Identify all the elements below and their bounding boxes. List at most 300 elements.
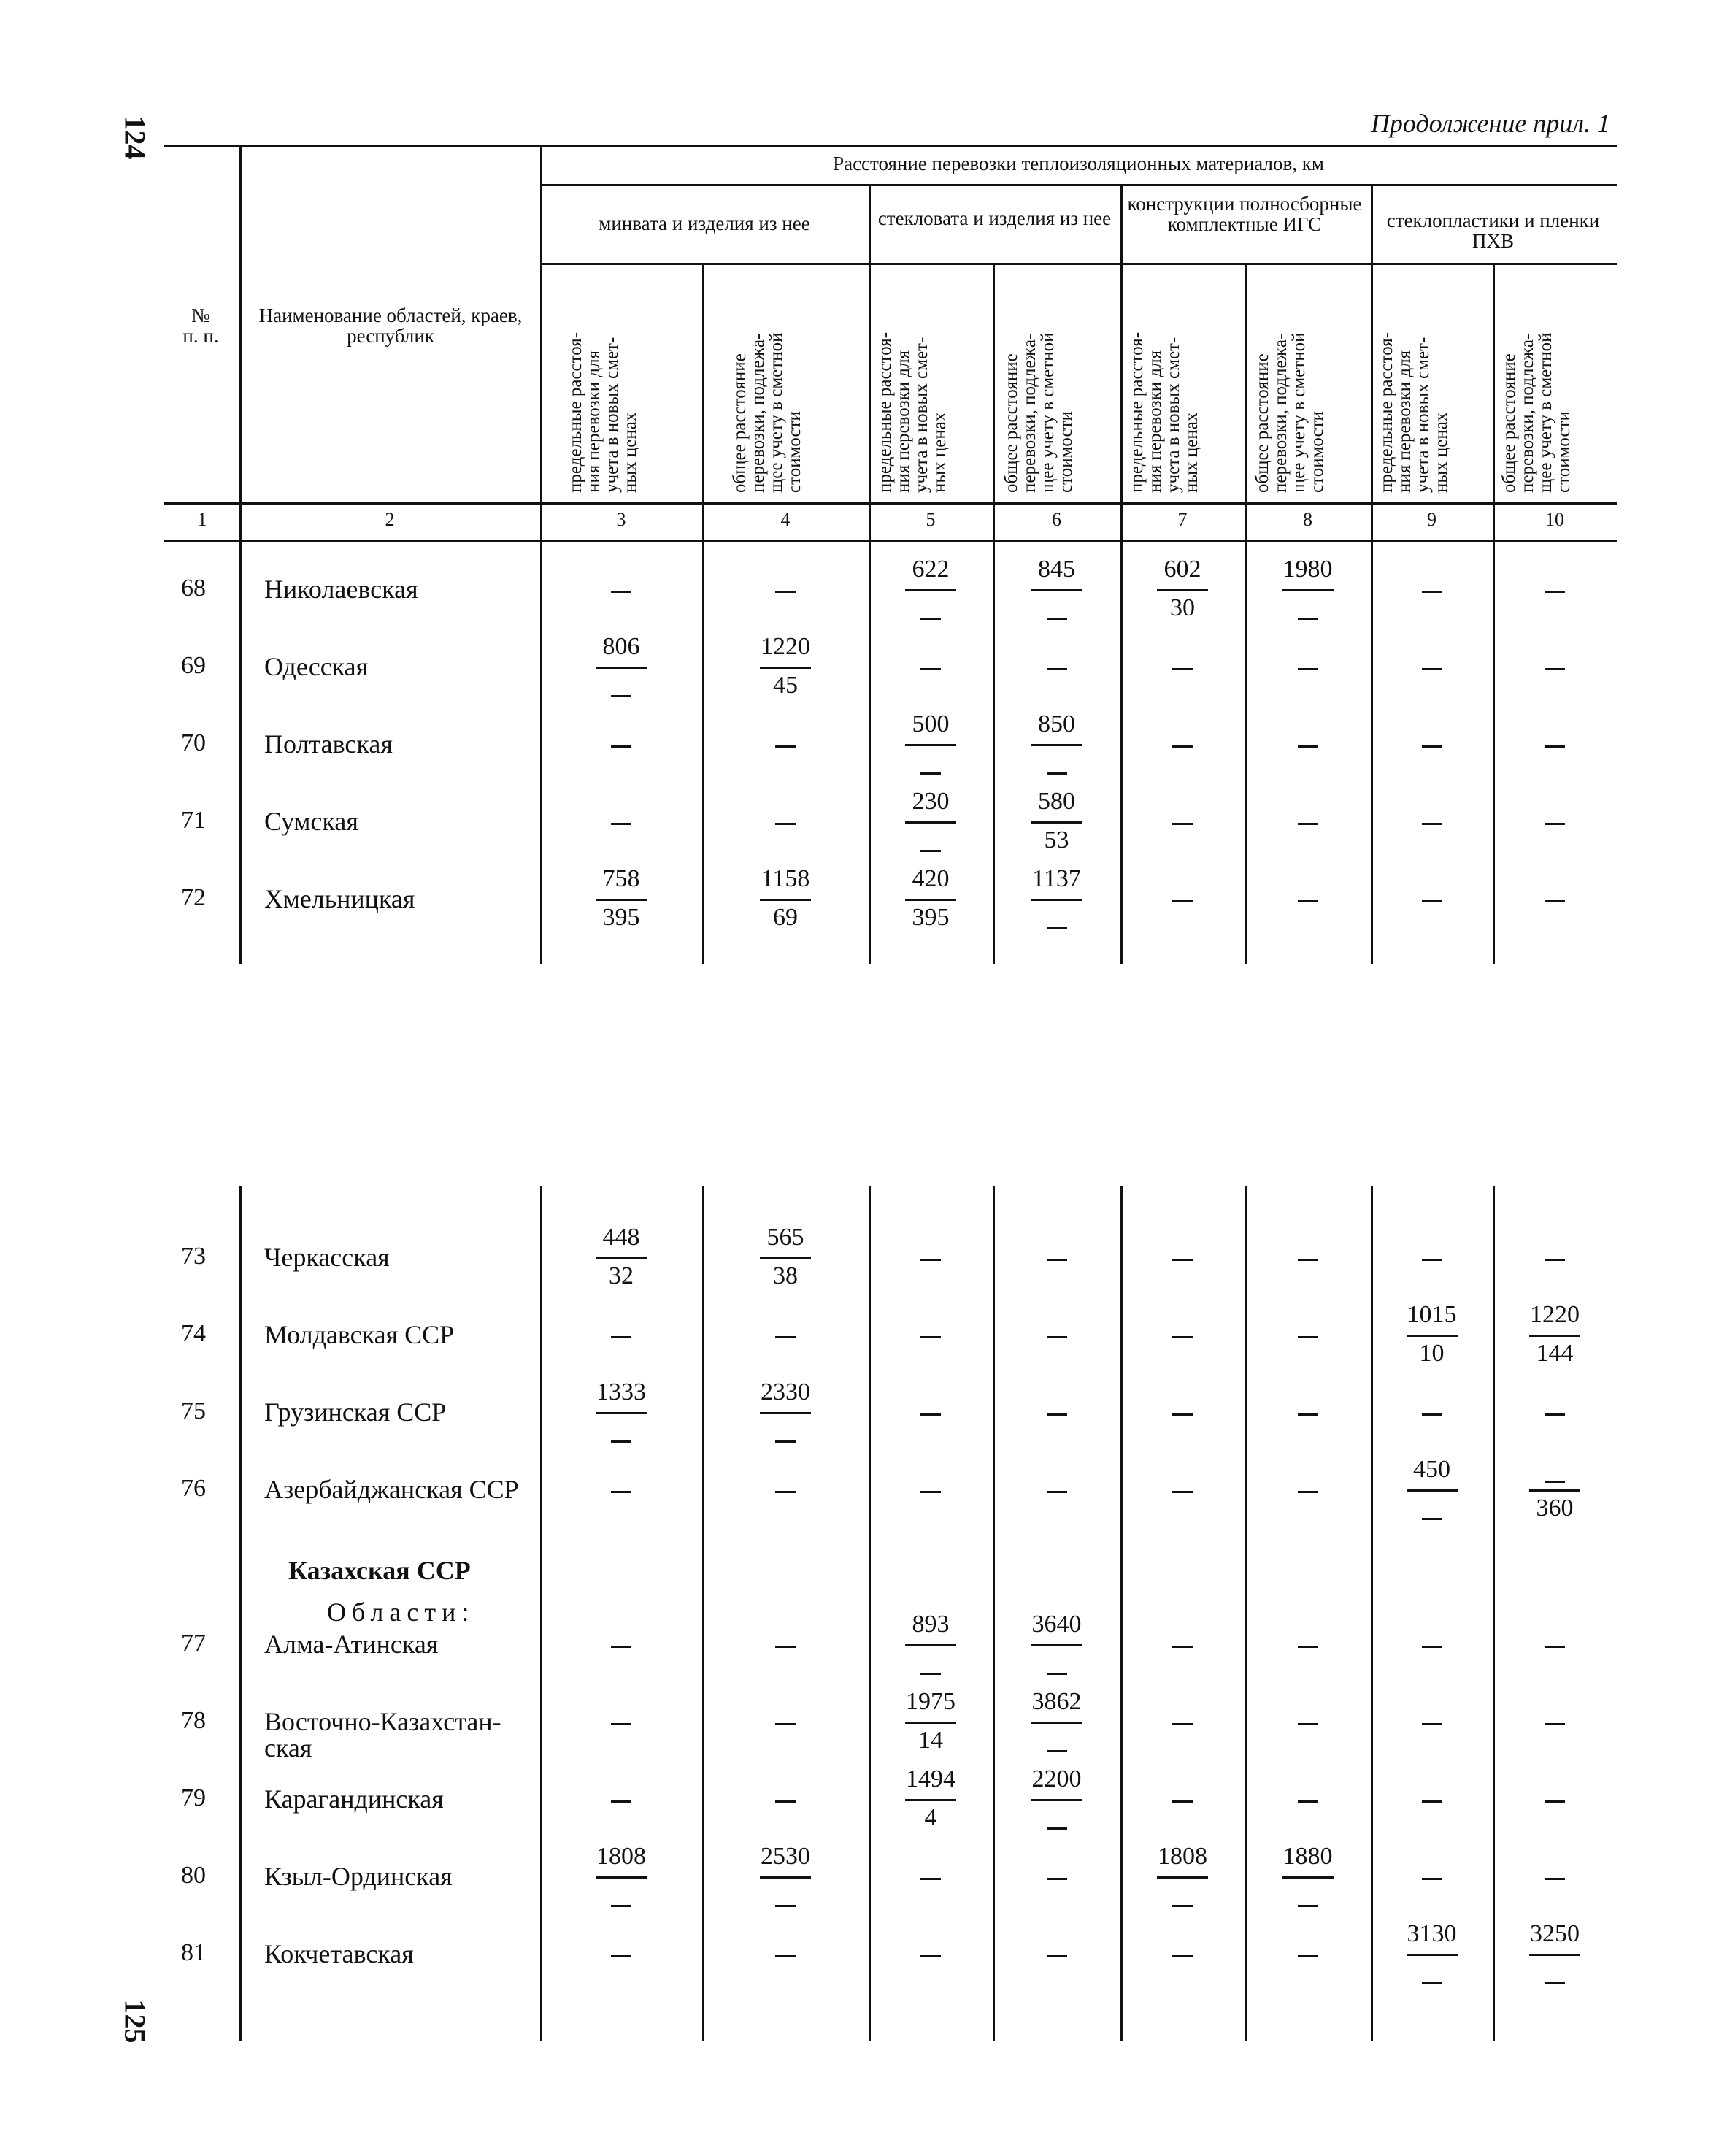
fraction-bar: [760, 1876, 811, 1879]
bottom-row-number: 77: [181, 1630, 206, 1657]
top-empty-dash: [611, 591, 631, 593]
fraction-numerator: 1137: [1032, 865, 1081, 892]
fraction-bar: [760, 667, 811, 669]
fraction-bar: [1031, 589, 1082, 591]
top-empty-dash: [1172, 900, 1193, 902]
header-col-no: № п. п.: [182, 304, 219, 348]
top-empty-dash: [1545, 745, 1565, 748]
fraction-numerator: 1015: [1407, 1301, 1457, 1328]
bottom-empty-dash: [611, 1955, 631, 1957]
top-empty-dash: [1422, 823, 1442, 825]
fraction-numerator: 1880: [1282, 1843, 1333, 1870]
header-subcolumn-10: общее расстояние перевозки, подлежа- щее учету в сметной стоимости: [1499, 332, 1574, 493]
fraction-numerator: 1220: [1530, 1301, 1580, 1328]
lower-col-divider-data-6: [1120, 1186, 1123, 2041]
bottom-row-number: 79: [181, 1784, 206, 1811]
bottom-empty-dash: [775, 1646, 796, 1648]
bottom-empty-dash: [1422, 1259, 1442, 1261]
lower-col-divider-2: [540, 1186, 542, 2041]
fraction-bar: [1031, 1722, 1082, 1724]
top-row-number: 70: [181, 729, 206, 756]
fraction-bar: [1529, 1489, 1580, 1492]
bottom-empty-dash: [920, 1413, 941, 1416]
continuation-note: Продолжение прил. 1: [1370, 109, 1610, 138]
header-subcolumn-9: предельные расстоя- ния перевозки для учета в новых смет- ных ценах: [1376, 331, 1451, 493]
bottom-value-fraction: [1500, 1457, 1609, 1524]
top-empty-dash: [1298, 745, 1318, 748]
top-row-number: 68: [181, 575, 206, 602]
bottom-empty-dash: [1422, 1413, 1442, 1416]
bottom-empty-dash: [775, 1800, 796, 1803]
fraction-numerator: 845: [1038, 556, 1075, 583]
bottom-row-number: 73: [181, 1243, 206, 1270]
fraction-denominator: 69: [773, 904, 798, 931]
fraction-denominator: 14: [918, 1727, 943, 1754]
top-value-fraction: [876, 712, 985, 778]
bottom-region-name: Алма-Атинская: [264, 1630, 439, 1659]
top-empty-dash: [1422, 900, 1442, 902]
bottom-row-number: 81: [181, 1939, 206, 1966]
header-subcolumn-5: предельные расстоя- ния перевозки для учета в новых смет- ных ценах: [875, 331, 950, 493]
top-region-name: Сумская: [264, 807, 358, 836]
fraction-denominator: [1253, 1883, 1363, 1911]
fraction-denominator: 32: [609, 1262, 634, 1289]
bottom-empty-dash: [1172, 1723, 1193, 1725]
bottom-region-name: Черкасская: [264, 1243, 390, 1272]
top-value-fraction: [1002, 557, 1112, 624]
fraction-bar: [1407, 1335, 1458, 1337]
denominator-dash: [611, 695, 631, 697]
bottom-row-number: 80: [181, 1862, 206, 1889]
bottom-region-name: Кзыл-Ординская: [264, 1862, 453, 1891]
bottom-value-fraction: [876, 1612, 985, 1679]
denominator-dash: [1298, 1905, 1318, 1907]
fraction-denominator: [1253, 596, 1363, 624]
bottom-value-fraction: [876, 1767, 985, 1833]
bottom-value-fraction: [876, 1689, 985, 1756]
denominator-dash: [920, 618, 941, 620]
fraction-numerator: 806: [602, 633, 640, 660]
bottom-row-number: 75: [181, 1397, 206, 1424]
fraction-numerator: 2200: [1031, 1765, 1082, 1792]
fraction-bar: [905, 899, 956, 901]
fraction-numerator: 850: [1038, 710, 1075, 737]
top-value-fraction: [1253, 557, 1363, 624]
fraction-numerator: 580: [1038, 788, 1075, 815]
fraction-denominator: [1002, 1651, 1112, 1679]
fraction-bar: [905, 1644, 956, 1646]
lower-col-divider-data-5: [993, 1186, 995, 2041]
bottom-empty-dash: [775, 1955, 796, 1957]
bottom-empty-dash: [1047, 1336, 1067, 1338]
bottom-row-number: 76: [181, 1475, 206, 1502]
fraction-bar: [1407, 1489, 1458, 1492]
fraction-bar: [596, 1412, 647, 1414]
column-number-2: 2: [385, 509, 395, 530]
col-divider-data-9: [1493, 263, 1495, 964]
fraction-denominator: 395: [912, 904, 950, 931]
denominator-dash: [1422, 1982, 1442, 1984]
fraction-numerator: 622: [912, 556, 950, 583]
denominator-dash: [920, 850, 941, 852]
header-subcolumn-8: общее расстояние перевозки, подлежа- щее учету в сметной стоимости: [1252, 332, 1327, 493]
bottom-empty-dash: [1545, 1413, 1565, 1416]
fraction-bar: [905, 821, 956, 824]
bottom-empty-dash: [920, 1336, 941, 1338]
denominator-dash: [1047, 1673, 1067, 1675]
header-group-steklovata: стекловата и изделия из нее: [877, 207, 1112, 229]
bottom-empty-dash: [611, 1491, 631, 1493]
column-number-6: 6: [1052, 509, 1061, 530]
column-number-8: 8: [1303, 509, 1312, 530]
denominator-dash: [1422, 1518, 1442, 1520]
col-divider-data-3: [702, 263, 704, 964]
fraction-bar: [596, 1876, 647, 1879]
header-col-name: Наименование областей, краев, республик: [258, 304, 523, 348]
column-number-7: 7: [1177, 509, 1188, 530]
fraction-denominator: [1002, 751, 1112, 778]
fraction-denominator: 360: [1536, 1495, 1574, 1522]
denominator-dash: [611, 1905, 631, 1907]
fraction-numerator: 758: [602, 865, 640, 892]
fraction-bar: [1031, 744, 1082, 746]
bottom-value-fraction: [1500, 1922, 1609, 1988]
top-value-fraction: [876, 557, 985, 624]
fraction-denominator: 10: [1419, 1340, 1445, 1367]
bottom-value-fraction: [566, 1225, 676, 1292]
denominator-dash: [1047, 772, 1067, 775]
fraction-denominator: 45: [773, 672, 798, 699]
bottom-empty-dash: [1422, 1800, 1442, 1803]
fraction-numerator: 500: [912, 710, 950, 737]
fraction-numerator: 3250: [1530, 1920, 1580, 1947]
denominator-dash: [1298, 618, 1318, 620]
top-value-fraction: [566, 867, 676, 933]
page-number-bottom: 125: [118, 1999, 152, 2044]
top-empty-dash: [1298, 823, 1318, 825]
bottom-value-fraction: [1377, 1922, 1487, 1988]
fraction-bar: [1282, 589, 1334, 591]
fraction-denominator: [731, 1883, 840, 1911]
bottom-empty-dash: [1545, 1259, 1565, 1261]
column-number-1: 1: [197, 509, 207, 530]
top-region-name: Полтавская: [264, 729, 393, 759]
top-empty-dash: [611, 823, 631, 825]
fraction-denominator: [1377, 1496, 1487, 1524]
header-top-rule: [164, 145, 1617, 147]
top-value-fraction: [731, 634, 840, 701]
col-divider-2: [540, 145, 542, 964]
fraction-denominator: [1002, 596, 1112, 624]
fraction-numerator: 602: [1163, 556, 1201, 583]
fraction-denominator: 38: [773, 1262, 798, 1289]
bottom-empty-dash: [1422, 1723, 1442, 1725]
fraction-numerator: 1333: [596, 1378, 646, 1405]
fraction-numerator: 3130: [1407, 1920, 1457, 1947]
section-subtitle: Области:: [327, 1597, 475, 1627]
fraction-bar: [1031, 821, 1082, 824]
fraction-bar: [1031, 899, 1082, 901]
header-title-rule: [540, 184, 1617, 186]
fraction-denominator: 30: [1170, 594, 1195, 621]
fraction-denominator: [876, 751, 985, 778]
bottom-empty-dash: [920, 1878, 941, 1880]
bottom-value-fraction: [731, 1380, 840, 1446]
top-empty-dash: [920, 668, 941, 670]
bottom-empty-dash: [1172, 1955, 1193, 1957]
bottom-empty-dash: [1298, 1491, 1318, 1493]
header-sub-rule: [164, 502, 1617, 505]
denominator-dash: [920, 772, 941, 775]
bottom-region-name: Молдавская ССР: [264, 1320, 455, 1349]
fraction-bar: [1031, 1799, 1082, 1801]
header-bottom-rule: [164, 540, 1617, 542]
fraction-denominator: [1002, 905, 1112, 933]
fraction-denominator: [566, 1419, 676, 1446]
bottom-row-number: 78: [181, 1707, 206, 1734]
fraction-numerator: 420: [912, 865, 950, 892]
column-number-10: 10: [1545, 509, 1564, 530]
bottom-empty-dash: [1545, 1646, 1565, 1648]
top-empty-dash: [1422, 591, 1442, 593]
bottom-value-fraction: [731, 1225, 840, 1292]
bottom-empty-dash: [1545, 1800, 1565, 1803]
bottom-empty-dash: [1298, 1413, 1318, 1416]
bottom-empty-dash: [1172, 1336, 1193, 1338]
bottom-empty-dash: [1298, 1646, 1318, 1648]
fraction-denominator: [566, 673, 676, 701]
bottom-empty-dash: [611, 1336, 631, 1338]
top-region-name: Николаевская: [264, 575, 418, 604]
fraction-numerator: 1220: [761, 633, 810, 660]
bottom-region-name: Карагандинская: [264, 1784, 444, 1814]
bottom-value-fraction: [1377, 1303, 1487, 1369]
fraction-bar: [1031, 1644, 1082, 1646]
bottom-region-name: Восточно-Казахстан-ская: [264, 1707, 501, 1762]
top-value-fraction: [1002, 789, 1112, 856]
top-region-name: Одесская: [264, 652, 369, 681]
bottom-value-fraction: [1002, 1612, 1112, 1679]
header-group-igs: конструкции полносборные комплектные ИГС: [1127, 193, 1362, 236]
fraction-numerator: [1500, 1457, 1609, 1485]
bottom-empty-dash: [775, 1491, 796, 1493]
lower-col-divider-data-9: [1493, 1186, 1495, 2041]
page-number-top: 124: [118, 115, 152, 160]
fraction-numerator: 1975: [906, 1688, 955, 1715]
fraction-numerator: 3862: [1031, 1688, 1082, 1715]
fraction-numerator: 450: [1413, 1456, 1450, 1483]
fraction-denominator: 395: [602, 904, 640, 931]
fraction-denominator: 4: [924, 1804, 937, 1831]
bottom-empty-dash: [1298, 1955, 1318, 1957]
denominator-dash: [1545, 1982, 1565, 1984]
header-subcolumn-4: общее расстояние перевозки, подлежа- щее учету в сметной стоимости: [730, 332, 804, 493]
top-empty-dash: [775, 823, 796, 825]
fraction-bar: [760, 899, 811, 901]
bottom-empty-dash: [775, 1336, 796, 1338]
fraction-bar: [905, 744, 956, 746]
bottom-value-fraction: [1002, 1689, 1112, 1756]
lower-col-divider-data-7: [1245, 1186, 1247, 2041]
bottom-row-number: 74: [181, 1320, 206, 1347]
fraction-denominator: [1500, 1960, 1609, 1988]
top-empty-dash: [1172, 823, 1193, 825]
top-row-number: 71: [181, 807, 206, 834]
bottom-empty-dash: [1298, 1259, 1318, 1261]
fraction-bar: [905, 1799, 956, 1801]
column-number-9: 9: [1427, 509, 1436, 530]
bottom-empty-dash: [1422, 1646, 1442, 1648]
col-divider-data-5: [993, 263, 995, 964]
bottom-empty-dash: [1172, 1259, 1193, 1261]
fraction-bar: [596, 899, 647, 901]
denominator-dash: [611, 1440, 631, 1443]
top-empty-dash: [1545, 668, 1565, 670]
fraction-bar: [1529, 1335, 1580, 1337]
fraction-denominator: 53: [1044, 826, 1069, 853]
lower-col-divider-data-4: [869, 1186, 871, 2041]
fraction-numerator: 1808: [1158, 1843, 1207, 1870]
bottom-value-fraction: [731, 1844, 840, 1911]
fraction-denominator: [566, 1883, 676, 1911]
fraction-denominator: [1377, 1960, 1487, 1988]
bottom-region-name: Кокчетавская: [264, 1939, 414, 1968]
bottom-empty-dash: [920, 1259, 941, 1261]
fraction-bar: [760, 1412, 811, 1414]
column-number-4: 4: [780, 509, 791, 530]
bottom-value-fraction: [1377, 1457, 1487, 1524]
top-value-fraction: [731, 867, 840, 933]
col-divider-data-6: [1120, 184, 1123, 964]
bottom-empty-dash: [1047, 1259, 1067, 1261]
bottom-empty-dash: [1545, 1878, 1565, 1880]
fraction-denominator: [876, 828, 985, 856]
fraction-denominator: [876, 1651, 985, 1679]
header-subcolumn-3: предельные расстоя- ния перевозки для учета в новых смет- ных ценах: [566, 331, 640, 493]
fraction-numerator: 1980: [1282, 556, 1333, 583]
top-value-fraction: [876, 789, 985, 856]
column-number-5: 5: [926, 509, 936, 530]
top-empty-dash: [775, 745, 796, 748]
top-value-fraction: [566, 634, 676, 701]
top-empty-dash: [1545, 591, 1565, 593]
top-empty-dash: [1172, 745, 1193, 748]
header-main-title: Расстояние перевозки теплоизоляционных материалов, км: [833, 153, 1324, 174]
denominator-dash: [920, 1673, 941, 1675]
numerator-dash: [1545, 1481, 1565, 1483]
fraction-bar: [1407, 1954, 1458, 1956]
fraction-numerator: 1808: [596, 1843, 646, 1870]
bottom-empty-dash: [611, 1646, 631, 1648]
lower-col-divider-data-3: [702, 1186, 704, 2041]
denominator-dash: [1047, 1827, 1067, 1830]
header-subcolumn-7: предельные расстоя- ния перевозки для учета в новых смет- ных ценах: [1127, 331, 1201, 493]
fraction-denominator: [1002, 1728, 1112, 1756]
bottom-value-fraction: [1128, 1844, 1237, 1911]
fraction-numerator: 2530: [761, 1843, 810, 1870]
bottom-value-fraction: [1253, 1844, 1363, 1911]
bottom-value-fraction: [1002, 1767, 1112, 1833]
col-divider-data-4: [869, 184, 871, 964]
col-divider-data-8: [1371, 184, 1373, 964]
top-value-fraction: [1002, 712, 1112, 778]
top-empty-dash: [1298, 668, 1318, 670]
fraction-numerator: 1494: [906, 1765, 955, 1792]
bottom-empty-dash: [1047, 1413, 1067, 1416]
bottom-value-fraction: [1500, 1303, 1609, 1369]
denominator-dash: [1047, 1750, 1067, 1752]
top-empty-dash: [775, 591, 796, 593]
top-empty-dash: [611, 745, 631, 748]
fraction-numerator: 1158: [761, 865, 810, 892]
fraction-bar: [1282, 1876, 1334, 1879]
bottom-empty-dash: [1047, 1491, 1067, 1493]
fraction-bar: [1529, 1954, 1580, 1956]
top-row-number: 69: [181, 652, 206, 679]
header-subcolumn-6: общее расстояние перевозки, подлежа- щее учету в сметной стоимости: [1001, 332, 1076, 493]
column-number-3: 3: [616, 509, 626, 530]
bottom-empty-dash: [920, 1955, 941, 1957]
bottom-empty-dash: [1047, 1878, 1067, 1880]
top-value-fraction: [1128, 557, 1237, 624]
bottom-empty-dash: [1298, 1723, 1318, 1725]
top-empty-dash: [1422, 745, 1442, 748]
col-divider-data-7: [1245, 263, 1247, 964]
fraction-bar: [596, 667, 647, 669]
top-empty-dash: [1545, 823, 1565, 825]
lower-col-divider-data-8: [1371, 1186, 1373, 2041]
bottom-empty-dash: [611, 1800, 631, 1803]
bottom-empty-dash: [1172, 1413, 1193, 1416]
fraction-bar: [1157, 1876, 1208, 1879]
denominator-dash: [775, 1905, 796, 1907]
fraction-numerator: 2330: [761, 1378, 810, 1405]
bottom-value-fraction: [566, 1844, 676, 1911]
header-group-minvata: минвата и изделия из нее: [599, 212, 810, 234]
denominator-dash: [1047, 618, 1067, 620]
bottom-empty-dash: [1172, 1800, 1193, 1803]
bottom-empty-dash: [1298, 1336, 1318, 1338]
fraction-bar: [1157, 589, 1208, 591]
bottom-empty-dash: [1298, 1800, 1318, 1803]
bottom-region-name: Азербайджанская ССР: [264, 1475, 519, 1504]
denominator-dash: [1047, 927, 1067, 929]
top-empty-dash: [1298, 900, 1318, 902]
header-group-pvh: стеклопластики и пленки ПХВ: [1386, 210, 1600, 253]
lower-col-divider-1: [239, 1186, 242, 2041]
bottom-region-name: Грузинская ССР: [264, 1397, 447, 1427]
fraction-bar: [905, 589, 956, 591]
top-empty-dash: [1047, 668, 1067, 670]
fraction-denominator: [1002, 1806, 1112, 1833]
fraction-numerator: 448: [602, 1224, 640, 1251]
fraction-denominator: [731, 1419, 840, 1446]
section-title: Казахская ССР: [288, 1556, 471, 1585]
bottom-empty-dash: [920, 1491, 941, 1493]
fraction-numerator: 230: [912, 788, 950, 815]
fraction-bar: [760, 1257, 811, 1259]
fraction-numerator: 3640: [1031, 1611, 1082, 1638]
fraction-denominator: 144: [1536, 1340, 1574, 1367]
bottom-empty-dash: [775, 1723, 796, 1725]
top-empty-dash: [1422, 668, 1442, 670]
fraction-numerator: 893: [912, 1611, 950, 1638]
fraction-denominator: [876, 596, 985, 624]
bottom-empty-dash: [1422, 1878, 1442, 1880]
top-empty-dash: [1172, 668, 1193, 670]
fraction-numerator: 565: [766, 1224, 804, 1251]
denominator-dash: [1172, 1905, 1193, 1907]
